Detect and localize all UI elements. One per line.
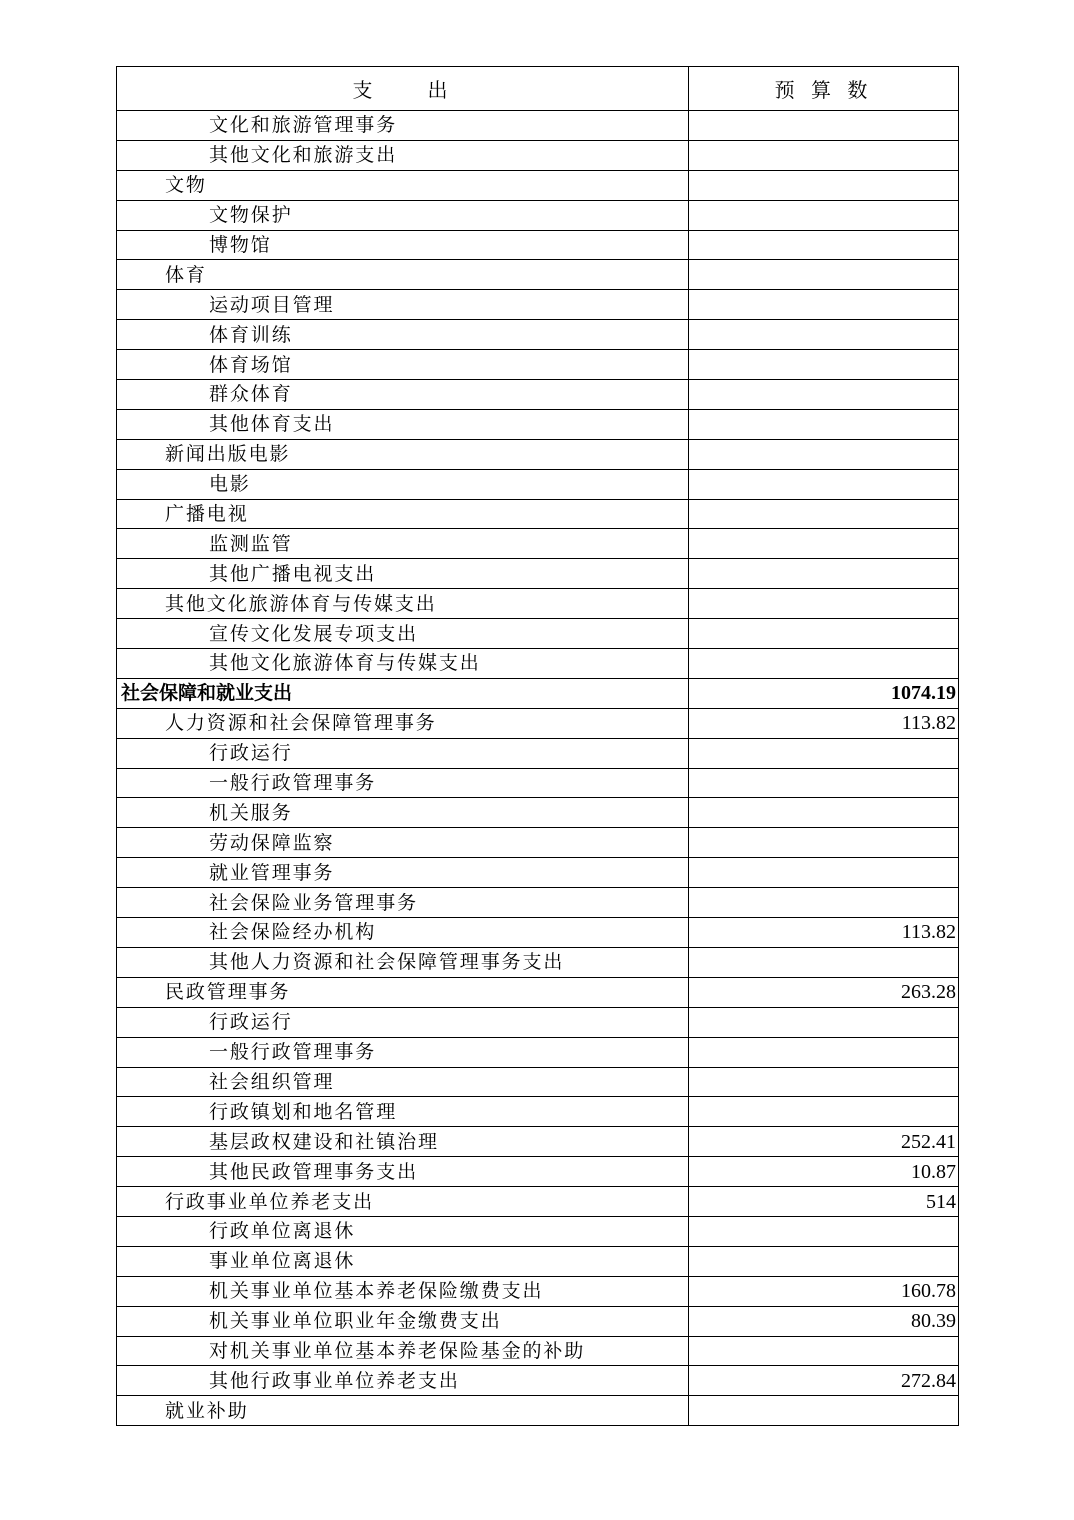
table-row (117, 529, 959, 559)
row-item-label: 其他民政管理事务支出 (209, 1160, 419, 1183)
row-budget-value: 272.84 (689, 1366, 959, 1396)
row-budget-value: 80.39 (689, 1306, 959, 1336)
row-item-label: 博物馆 (209, 234, 272, 256)
table-row (117, 1007, 959, 1037)
row-budget-value (689, 499, 959, 529)
row-item-name (117, 828, 689, 858)
table-row (117, 828, 959, 858)
row-item-name (117, 439, 689, 469)
table-row (117, 977, 959, 1007)
table-row (117, 230, 959, 260)
row-item-label: 体育训练 (209, 323, 293, 346)
budget-table (116, 66, 959, 1426)
row-item-name (117, 1157, 689, 1187)
table-row (117, 1157, 959, 1187)
table-row (117, 768, 959, 798)
row-budget-value (689, 230, 959, 260)
row-budget-value (689, 529, 959, 559)
table-row (117, 918, 959, 948)
row-item-label: 一般行政管理事务 (209, 772, 377, 795)
row-item-label: 监测监管 (209, 532, 293, 555)
row-budget-value (689, 1246, 959, 1276)
row-item-name (117, 1007, 689, 1037)
row-item-label: 其他行政事业单位养老支出 (209, 1369, 460, 1392)
row-item-name (117, 1216, 689, 1246)
row-item-name (117, 738, 689, 768)
row-budget-value (689, 409, 959, 439)
table-row (117, 140, 959, 170)
header-expenditure: 支 出 (117, 67, 689, 111)
row-item-name (117, 260, 689, 290)
row-item-name (117, 977, 689, 1007)
header-row (117, 67, 959, 111)
row-budget-value (689, 559, 959, 589)
table-row (117, 1097, 959, 1127)
row-item-label: 机关服务 (209, 801, 293, 824)
row-item-name (117, 320, 689, 350)
row-item-name (117, 678, 689, 708)
table-row (117, 290, 959, 320)
row-budget-value (689, 1396, 959, 1426)
row-item-name (117, 798, 689, 828)
row-item-label: 行政单位离退休 (209, 1220, 356, 1243)
row-item-name (117, 499, 689, 529)
row-item-name (117, 350, 689, 380)
row-item-name (117, 1067, 689, 1097)
row-item-name (117, 947, 689, 977)
row-item-label: 一般行政管理事务 (209, 1041, 377, 1064)
row-budget-value (689, 200, 959, 230)
row-item-label: 文物 (165, 174, 207, 197)
row-item-name (117, 619, 689, 649)
row-budget-value: 252.41 (689, 1127, 959, 1157)
row-item-name (117, 409, 689, 439)
row-item-name (117, 918, 689, 948)
row-item-label: 其他文化旅游体育与传媒支出 (209, 652, 481, 675)
row-item-label: 宣传文化发展专项支出 (209, 622, 419, 645)
row-item-label: 新闻出版电影 (165, 443, 291, 466)
row-budget-value (689, 140, 959, 170)
row-item-label: 广播电视 (165, 503, 249, 526)
row-item-label: 基层政权建设和社镇治理 (209, 1130, 439, 1153)
table-row (117, 798, 959, 828)
table-row (117, 738, 959, 768)
row-item-label: 社会保险业务管理事务 (209, 891, 419, 914)
row-item-label: 就业补助 (165, 1399, 249, 1422)
row-item-name (117, 888, 689, 918)
table-row (117, 320, 959, 350)
row-item-name (117, 708, 689, 738)
row-budget-value (689, 738, 959, 768)
table-row (117, 1037, 959, 1067)
row-budget-value (689, 320, 959, 350)
table-row (117, 678, 959, 708)
row-item-name (117, 111, 689, 141)
row-budget-value: 514 (689, 1187, 959, 1217)
row-budget-value (689, 1067, 959, 1097)
table-row (117, 559, 959, 589)
table-row (117, 499, 959, 529)
row-item-name (117, 529, 689, 559)
row-item-label: 社会保险经办机构 (209, 921, 377, 944)
row-budget-value (689, 768, 959, 798)
row-item-name (117, 140, 689, 170)
row-budget-value (689, 380, 959, 410)
row-budget-value (689, 1007, 959, 1037)
table-row (117, 1306, 959, 1336)
row-budget-value: 263.28 (689, 977, 959, 1007)
row-item-label: 行政运行 (209, 1011, 293, 1034)
row-budget-value (689, 828, 959, 858)
table-row (117, 888, 959, 918)
header-budget-amount: 预 算 数 (689, 67, 959, 111)
table-row (117, 350, 959, 380)
row-budget-value (689, 947, 959, 977)
table-row (117, 1127, 959, 1157)
table-row (117, 1216, 959, 1246)
row-item-name (117, 1097, 689, 1127)
row-budget-value (689, 888, 959, 918)
row-budget-value (689, 469, 959, 499)
row-item-name (117, 1306, 689, 1336)
row-budget-value (689, 798, 959, 828)
table-row (117, 1067, 959, 1097)
row-item-name (117, 1366, 689, 1396)
row-item-name (117, 1127, 689, 1157)
table-row (117, 170, 959, 200)
row-item-name (117, 1276, 689, 1306)
row-item-label: 机关事业单位职业年金缴费支出 (209, 1310, 502, 1333)
row-budget-value (689, 649, 959, 679)
row-item-name (117, 589, 689, 619)
row-item-name (117, 1336, 689, 1366)
row-item-label: 人力资源和社会保障管理事务 (165, 712, 437, 735)
table-row (117, 200, 959, 230)
table-row (117, 1336, 959, 1366)
row-item-label: 体育 (165, 263, 207, 286)
row-item-name (117, 1187, 689, 1217)
row-item-label: 体育场馆 (209, 353, 293, 376)
row-item-label: 群众体育 (209, 383, 293, 406)
row-item-label: 其他体育支出 (209, 413, 335, 436)
row-budget-value (689, 111, 959, 141)
row-budget-value (689, 260, 959, 290)
row-item-label: 文化和旅游管理事务 (209, 114, 398, 137)
table-row (117, 947, 959, 977)
row-item-label: 社会组织管理 (209, 1070, 335, 1093)
row-item-label: 其他广播电视支出 (209, 562, 377, 585)
row-item-label: 就业管理事务 (209, 861, 335, 884)
row-item-name (117, 380, 689, 410)
table-row (117, 1366, 959, 1396)
row-budget-value (689, 170, 959, 200)
table-row (117, 260, 959, 290)
row-item-label: 社会保障和就业支出 (121, 682, 293, 705)
row-budget-value (689, 619, 959, 649)
table-row (117, 1187, 959, 1217)
row-budget-value (689, 439, 959, 469)
row-item-label: 其他人力资源和社会保障管理事务支出 (209, 951, 565, 974)
row-item-label: 民政管理事务 (165, 981, 291, 1004)
row-item-name (117, 200, 689, 230)
row-item-label: 对机关事业单位基本养老保险基金的补助 (209, 1339, 586, 1362)
row-item-name (117, 1246, 689, 1276)
row-item-name (117, 230, 689, 260)
row-item-label: 文物保护 (209, 204, 293, 227)
table-row (117, 589, 959, 619)
table-row (117, 111, 959, 141)
row-item-label: 其他文化旅游体育与传媒支出 (165, 592, 437, 615)
row-item-name (117, 1396, 689, 1426)
row-item-label: 行政镇划和地名管理 (209, 1100, 398, 1123)
row-item-name (117, 559, 689, 589)
table-row (117, 469, 959, 499)
row-item-label: 机关事业单位基本养老保险缴费支出 (209, 1280, 544, 1303)
table-body (117, 111, 959, 1426)
row-budget-value: 113.82 (689, 708, 959, 738)
table-row (117, 858, 959, 888)
row-budget-value (689, 350, 959, 380)
row-budget-value: 10.87 (689, 1157, 959, 1187)
row-item-label: 劳动保障监察 (209, 831, 335, 854)
row-item-label: 事业单位离退休 (209, 1250, 356, 1273)
row-item-label: 电影 (209, 473, 251, 496)
row-budget-value (689, 1097, 959, 1127)
row-item-label: 行政事业单位养老支出 (165, 1190, 375, 1213)
row-budget-value (689, 1037, 959, 1067)
row-budget-value (689, 1216, 959, 1246)
table-row (117, 649, 959, 679)
row-budget-value: 160.78 (689, 1276, 959, 1306)
row-item-label: 运动项目管理 (209, 293, 335, 316)
row-budget-value: 113.82 (689, 918, 959, 948)
row-budget-value (689, 589, 959, 619)
row-budget-value (689, 290, 959, 320)
row-item-name (117, 649, 689, 679)
table-row (117, 619, 959, 649)
row-item-name (117, 469, 689, 499)
row-budget-value: 1074.19 (689, 678, 959, 708)
table-row (117, 1246, 959, 1276)
row-budget-value (689, 858, 959, 888)
row-item-name (117, 768, 689, 798)
table-row (117, 708, 959, 738)
row-item-label: 行政运行 (209, 742, 293, 765)
row-item-name (117, 170, 689, 200)
table-row (117, 380, 959, 410)
table-row (117, 439, 959, 469)
row-item-name (117, 1037, 689, 1067)
table-row (117, 1276, 959, 1306)
table-row (117, 1396, 959, 1426)
row-item-label: 其他文化和旅游支出 (209, 144, 398, 167)
row-item-name (117, 858, 689, 888)
row-budget-value (689, 1336, 959, 1366)
row-item-name (117, 290, 689, 320)
table-row (117, 409, 959, 439)
